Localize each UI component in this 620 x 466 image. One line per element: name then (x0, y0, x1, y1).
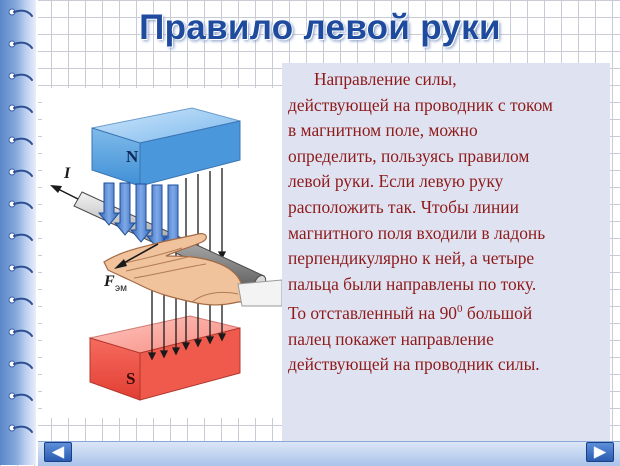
text-line-8: перпендикулярно к ней, а четыре (288, 248, 535, 269)
left-hand-rule-figure (42, 88, 282, 418)
notebook-binder (0, 0, 36, 465)
left-hand-rule-illustration (42, 88, 282, 418)
text-line-2: действующей на проводник с током (288, 94, 553, 115)
right-arrow-icon (592, 446, 608, 459)
slide-title: Правило левой руки (139, 8, 501, 47)
text-line-1: Направление силы, (314, 69, 457, 89)
navigation-bar (38, 441, 620, 466)
left-hand (104, 234, 282, 306)
text-line-4: определить, пользуясь правилом (288, 145, 530, 166)
binder-edge (36, 0, 38, 465)
binder-rings (4, 6, 34, 461)
text-line-10: То отставленный на 90 (288, 303, 457, 324)
text-line-3: в магнитном поле, можно (288, 120, 478, 141)
north-magnet (92, 108, 240, 186)
south-pole-label: S (126, 369, 136, 388)
text-line-5: левой руки. Если левую руку (288, 171, 504, 192)
current-label: I (64, 165, 71, 182)
text-line-12: действующей на проводник силы. (288, 354, 540, 375)
text-line-6: расположить так. Чтобы линии (288, 196, 519, 217)
previous-slide-button[interactable] (44, 442, 72, 462)
degree-superscript: 0 (456, 303, 463, 316)
explanation-textbox (282, 63, 610, 449)
force-subscript: эм (115, 283, 127, 294)
left-arrow-icon (50, 446, 66, 459)
text-line-10-end: большой (466, 303, 533, 324)
text-line-9: пальца были направлены по току. (288, 273, 537, 294)
text-line-11: палец покажет направление (288, 328, 494, 349)
explanation-paragraph (288, 67, 604, 378)
force-label: F (104, 273, 115, 290)
south-magnet (90, 316, 240, 400)
north-pole-label: N (126, 147, 139, 166)
text-line-7: магнитного поля входили в ладонь (288, 222, 546, 243)
next-slide-button[interactable] (586, 442, 614, 462)
